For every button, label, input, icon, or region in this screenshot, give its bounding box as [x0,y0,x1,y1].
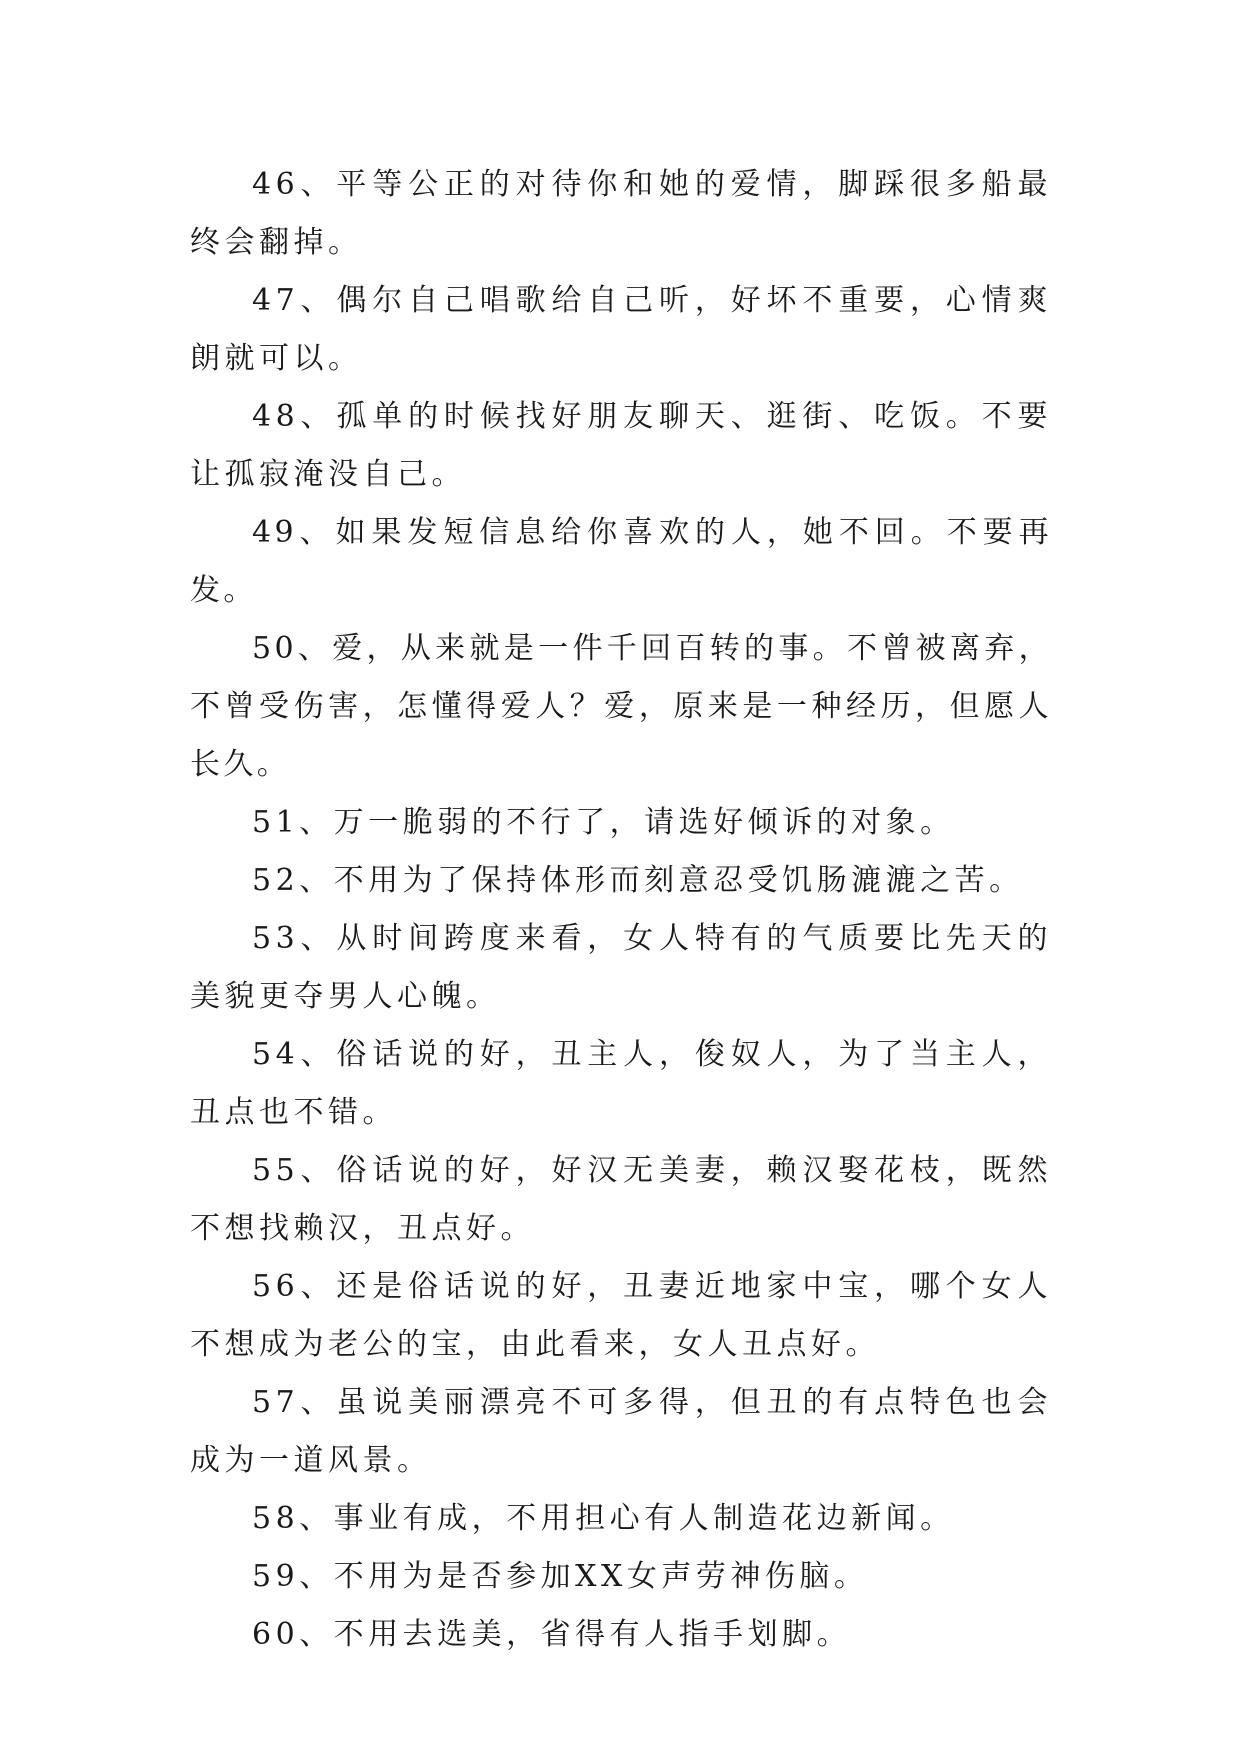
list-item: 55、俗话说的好，好汉无美妻，赖汉娶花枝，既然不想找赖汉，丑点好。 [190,1153,1052,1246]
list-item: 59、不用为是否参加XX女声劳神伤脑。 [252,1559,869,1594]
list-item: 46、平等公正的对待你和她的爱情，脚踩很多船最终会翻掉。 [190,167,1052,260]
list-item: 47、偶尔自己唱歌给自己听，好坏不重要，心情爽朗就可以。 [190,283,1052,376]
list-item: 50、爱，从来就是一件千回百转的事。不曾被离弃，不曾受伤害，怎懂得爱人？爱，原来是一种经历，但愿人长久。 [190,631,1052,782]
list-item: 53、从时间跨度来看，女人特有的气质要比先天的美貌更夺男人心魄。 [190,921,1052,1014]
list-item: 56、还是俗话说的好，丑妻近地家中宝，哪个女人不想成为老公的宝，由此看来，女人丑点好。 [190,1269,1052,1362]
list-item: 49、如果发短信息给你喜欢的人，她不回。不要再发。 [190,515,1052,608]
list-item: 57、虽说美丽漂亮不可多得，但丑的有点特色也会成为一道风景。 [190,1385,1052,1478]
list-item: 52、不用为了保持体形而刻意忍受饥肠漉漉之苦。 [252,863,1024,898]
list-item: 60、不用去选美，省得有人指手划脚。 [252,1617,852,1652]
quote-list [190,156,1052,1664]
list-item: 51、万一脆弱的不行了，请选好倾诉的对象。 [252,805,955,840]
list-item: 48、孤单的时候找好朋友聊天、逛街、吃饭。不要让孤寂淹没自己。 [190,399,1052,492]
list-item: 54、俗话说的好，丑主人，俊奴人，为了当主人，丑点也不错。 [190,1037,1052,1130]
list-item: 58、事业有成，不用担心有人制造花边新闻。 [252,1501,955,1536]
